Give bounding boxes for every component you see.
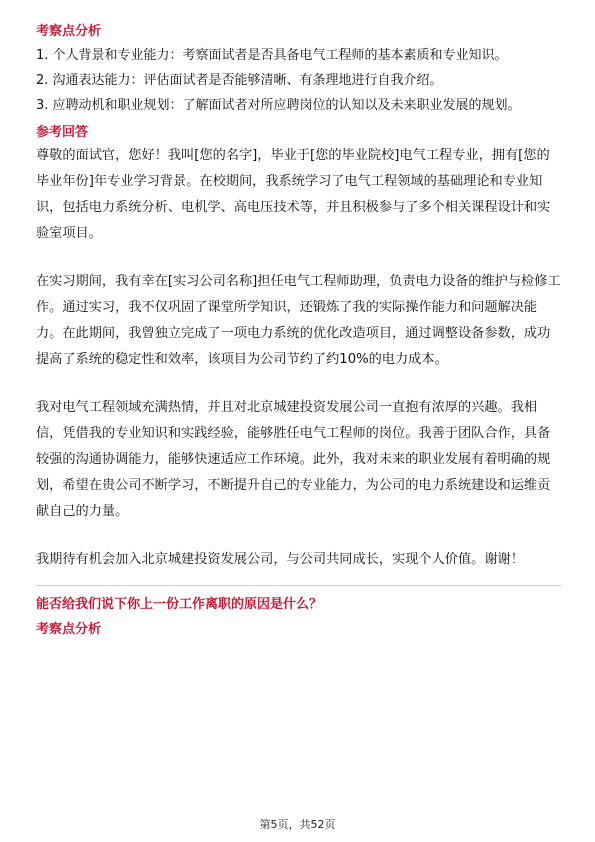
analysis-item-1: 1. 个人背景和专业能力：考察面试者是否具备电气工程师的基本素质和专业知识。 xyxy=(36,48,508,63)
reference-answer-heading: 参考回答 xyxy=(36,125,89,140)
paragraph-spacer xyxy=(36,247,561,269)
next-question: 能否给我们说下你上一份工作离职的原因是什么？ xyxy=(36,597,323,612)
analysis-item-3: 3. 应聘动机和职业规划：了解面试者对所应聘岗位的认知以及未来职业发展的规划。 xyxy=(36,98,521,113)
section-divider xyxy=(36,585,561,586)
paragraph-spacer xyxy=(36,525,561,547)
analysis-item-2: 2. 沟通表达能力：评估面试者是否能够清晰、有条理地进行自我介绍。 xyxy=(36,73,443,88)
analysis-list xyxy=(36,45,561,117)
answer-paragraph-1: 尊敬的面试官，您好！我叫[您的名字]，毕业于[您的毕业院校]电气工程专业，拥有[您的毕业年份]年专业学习背景。在校期间，我系统学习了电气工程领域的基础理论和专业知识，包括电力系统分析、电机学、高电压技术等，并且积极参与了多个相关课程设计和实验室项目。 xyxy=(36,148,551,241)
next-analysis-heading: 考察点分析 xyxy=(36,622,102,637)
analysis-heading: 考察点分析 xyxy=(36,24,102,39)
page-number: 第5页，共52页 xyxy=(259,818,336,831)
answer-paragraph-3: 我对电气工程领域充满热情，并且对北京城建投资发展公司一直抱有浓厚的兴趣。我相信，凭借我的专业知识和实践经验，能够胜任电气工程师的岗位。我善于团队合作，具备较强的沟通协调能力，能够快速适应工作环境。此外，我对未来的职业发展有着明确的规划，希望在贵公司不断学习，不断提升自己的专业能力，为公司的电力系统建设和运维贡献自己的力量。 xyxy=(36,400,551,519)
paragraph-spacer xyxy=(36,373,561,395)
answer-paragraph-4: 我期待有机会加入北京城建投资发展公司，与公司共同成长，实现个人价值。谢谢！ xyxy=(36,552,524,567)
page-content xyxy=(36,22,561,640)
answer-paragraph-2: 在实习期间，我有幸在[实习公司名称]担任电气工程师助理，负责电力设备的维护与检修工作。通过实习，我不仅巩固了课堂所学知识，还锻炼了我的实际操作能力和问题解决能力。在此期间，我曾独立完成了一项电力系统的优化改造项目，通过调整设备参数，成功提高了系统的稳定性和效率，该项目为公司节约了约10%的电力成本。 xyxy=(36,274,561,367)
